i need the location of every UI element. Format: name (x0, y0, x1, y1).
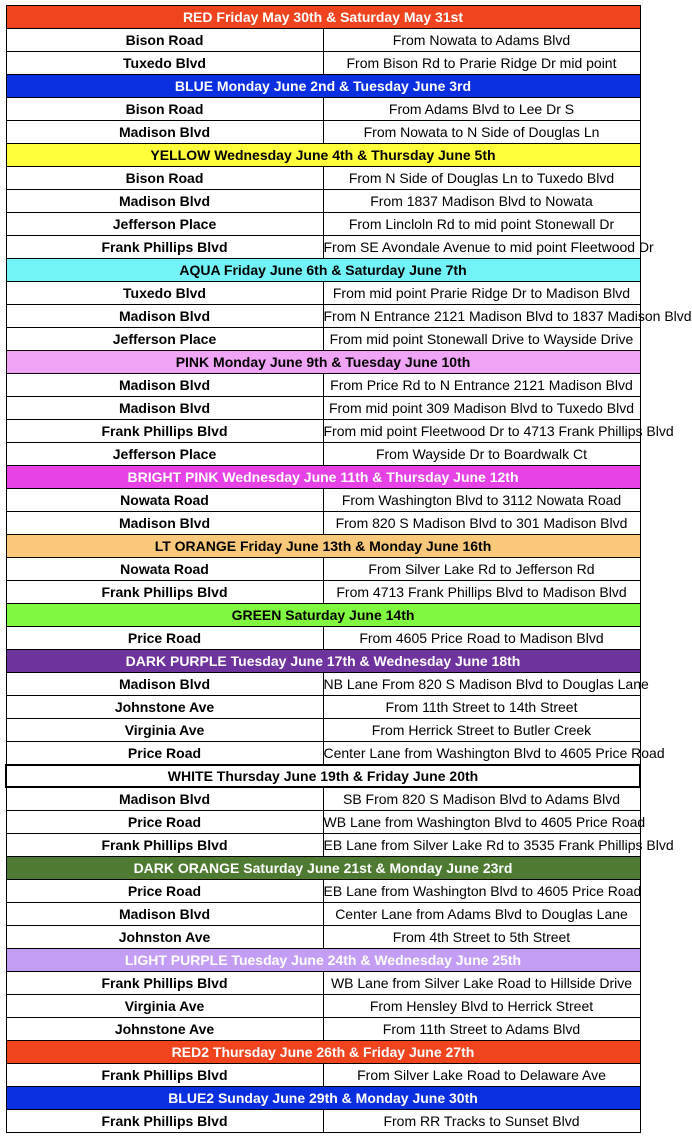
street-name-cell: Frank Phillips Blvd (6, 236, 323, 259)
segment-cell: From mid point 309 Madison Blvd to Tuxedo Blvd (323, 397, 640, 420)
group-header-row (6, 765, 640, 787)
segment-cell: WB Lane from Washington Blvd to 4605 Price Road (323, 811, 640, 834)
table-row (6, 52, 640, 75)
group-header-row (6, 466, 640, 489)
segment-cell: From Price Rd to N Entrance 2121 Madison Blvd (323, 374, 640, 397)
group-header-title: LT ORANGE Friday June 13th & Monday June 16th (6, 535, 640, 558)
street-name-cell: Bison Road (6, 98, 323, 121)
schedule-body (6, 6, 692, 1133)
segment-cell: From Herrick Street to Butler Creek (323, 719, 640, 742)
table-row (6, 489, 640, 512)
segment-cell: From 4605 Price Road to Madison Blvd (323, 627, 640, 650)
street-name-cell: Jefferson Place (6, 328, 323, 351)
segment-cell: From Bison Rd to Prarie Ridge Dr mid point (323, 52, 640, 75)
group-header-title: GREEN Saturday June 14th (6, 604, 640, 627)
segment-cell: From Adams Blvd to Lee Dr S (323, 98, 640, 121)
table-row (6, 903, 640, 926)
table-row (6, 880, 640, 903)
group-header-row (6, 650, 640, 673)
table-row (6, 397, 640, 420)
segment-cell: From Hensley Blvd to Herrick Street (323, 995, 640, 1018)
segment-cell: WB Lane from Silver Lake Road to Hillside Drive (323, 972, 640, 995)
street-name-cell: Madison Blvd (6, 787, 323, 811)
segment-cell: Center Lane from Adams Blvd to Douglas Lane (323, 903, 640, 926)
table-row (6, 972, 640, 995)
group-header-row (6, 1087, 640, 1110)
group-header-row (6, 857, 640, 880)
segment-cell: From Silver Lake Rd to Jefferson Rd (323, 558, 640, 581)
group-header-title: PINK Monday June 9th & Tuesday June 10th (6, 351, 640, 374)
table-row (6, 29, 640, 52)
group-header-row (6, 144, 640, 167)
street-name-cell: Madison Blvd (6, 512, 323, 535)
table-row (6, 190, 640, 213)
table-row (6, 305, 640, 328)
group-header-row (6, 604, 640, 627)
table-row (6, 328, 640, 351)
table-row (6, 558, 640, 581)
segment-cell: From 820 S Madison Blvd to 301 Madison Blvd (323, 512, 640, 535)
street-name-cell: Tuxedo Blvd (6, 282, 323, 305)
table-row (6, 236, 640, 259)
segment-cell: From 4th Street to 5th Street (323, 926, 640, 949)
street-name-cell: Price Road (6, 627, 323, 650)
street-name-cell: Virginia Ave (6, 995, 323, 1018)
street-name-cell: Frank Phillips Blvd (6, 420, 323, 443)
table-row (6, 581, 640, 604)
table-row (6, 1018, 640, 1041)
table-row (6, 374, 640, 397)
segment-cell: SB From 820 S Madison Blvd to Adams Blvd (323, 787, 640, 811)
segment-cell: From mid point Stonewall Drive to Wayside Drive (323, 328, 640, 351)
group-header-title: RED2 Thursday June 26th & Friday June 27th (6, 1041, 640, 1064)
segment-cell: From Wayside Dr to Boardwalk Ct (323, 443, 640, 466)
street-name-cell: Madison Blvd (6, 374, 323, 397)
segment-cell: From Lincloln Rd to mid point Stonewall Dr (323, 213, 640, 236)
segment-cell: From Nowata to Adams Blvd (323, 29, 640, 52)
group-header-title: DARK PURPLE Tuesday June 17th & Wednesday June 18th (6, 650, 640, 673)
table-row (6, 926, 640, 949)
street-name-cell: Madison Blvd (6, 397, 323, 420)
table-row (6, 627, 640, 650)
street-name-cell: Frank Phillips Blvd (6, 972, 323, 995)
street-name-cell: Price Road (6, 742, 323, 766)
group-header-row (6, 75, 640, 98)
table-row (6, 443, 640, 466)
table-row (6, 719, 640, 742)
group-header-row (6, 351, 640, 374)
table-row (6, 1064, 640, 1087)
group-header-title: YELLOW Wednesday June 4th & Thursday June 5th (6, 144, 640, 167)
street-name-cell: Frank Phillips Blvd (6, 1110, 323, 1133)
street-schedule-table (5, 5, 692, 1133)
group-header-title: BLUE2 Sunday June 29th & Monday June 30th (6, 1087, 640, 1110)
street-name-cell: Jefferson Place (6, 443, 323, 466)
group-header-row (6, 259, 640, 282)
street-name-cell: Nowata Road (6, 489, 323, 512)
street-name-cell: Bison Road (6, 167, 323, 190)
group-header-row (6, 1041, 640, 1064)
table-row (6, 787, 640, 811)
segment-cell: EB Lane from Silver Lake Rd to 3535 Frank Phillips Blvd (323, 834, 640, 857)
street-name-cell: Tuxedo Blvd (6, 52, 323, 75)
segment-cell: From 1837 Madison Blvd to Nowata (323, 190, 640, 213)
table-row (6, 834, 640, 857)
street-name-cell: Frank Phillips Blvd (6, 1064, 323, 1087)
street-name-cell: Virginia Ave (6, 719, 323, 742)
street-name-cell: Frank Phillips Blvd (6, 581, 323, 604)
group-header-row (6, 949, 640, 972)
street-name-cell: Jefferson Place (6, 213, 323, 236)
table-row (6, 282, 640, 305)
table-row (6, 1110, 640, 1133)
segment-cell: From 11th Street to 14th Street (323, 696, 640, 719)
table-row (6, 696, 640, 719)
segment-cell: NB Lane From 820 S Madison Blvd to Douglas Lane (323, 673, 640, 696)
street-name-cell: Madison Blvd (6, 305, 323, 328)
group-header-title: LIGHT PURPLE Tuesday June 24th & Wednesday June 25th (6, 949, 640, 972)
street-name-cell: Johnstone Ave (6, 1018, 323, 1041)
segment-cell: From N Side of Douglas Ln to Tuxedo Blvd (323, 167, 640, 190)
street-name-cell: Frank Phillips Blvd (6, 834, 323, 857)
street-name-cell: Bison Road (6, 29, 323, 52)
table-row (6, 213, 640, 236)
segment-cell: From Silver Lake Road to Delaware Ave (323, 1064, 640, 1087)
table-row (6, 811, 640, 834)
group-header-row (6, 535, 640, 558)
segment-cell: EB Lane from Washington Blvd to 4605 Price Road (323, 880, 640, 903)
street-name-cell: Nowata Road (6, 558, 323, 581)
segment-cell: From mid point Prarie Ridge Dr to Madison Blvd (323, 282, 640, 305)
street-name-cell: Madison Blvd (6, 903, 323, 926)
table-row (6, 167, 640, 190)
table-row (6, 673, 640, 696)
group-header-title: AQUA Friday June 6th & Saturday June 7th (6, 259, 640, 282)
table-row (6, 995, 640, 1018)
street-name-cell: Price Road (6, 811, 323, 834)
schedule-container (5, 5, 692, 1133)
table-row (6, 121, 640, 144)
table-row (6, 512, 640, 535)
table-row (6, 98, 640, 121)
segment-cell: From N Entrance 2121 Madison Blvd to 1837 Madison Blvd (323, 305, 640, 328)
segment-cell: Center Lane from Washington Blvd to 4605 Price Road (323, 742, 640, 766)
group-header-title: WHITE Thursday June 19th & Friday June 20th (6, 765, 640, 787)
group-header-title: BLUE Monday June 2nd & Tuesday June 3rd (6, 75, 640, 98)
group-header-title: RED Friday May 30th & Saturday May 31st (6, 6, 640, 29)
table-row (6, 420, 640, 443)
segment-cell: From RR Tracks to Sunset Blvd (323, 1110, 640, 1133)
street-name-cell: Johnstone Ave (6, 696, 323, 719)
group-header-row (6, 6, 640, 29)
street-name-cell: Price Road (6, 880, 323, 903)
segment-cell: From 11th Street to Adams Blvd (323, 1018, 640, 1041)
segment-cell: From Washington Blvd to 3112 Nowata Road (323, 489, 640, 512)
group-header-title: DARK ORANGE Saturday June 21st & Monday June 23rd (6, 857, 640, 880)
table-row (6, 742, 640, 766)
segment-cell: From Nowata to N Side of Douglas Ln (323, 121, 640, 144)
street-name-cell: Madison Blvd (6, 121, 323, 144)
group-header-title: BRIGHT PINK Wednesday June 11th & Thursday June 12th (6, 466, 640, 489)
street-name-cell: Johnston Ave (6, 926, 323, 949)
segment-cell: From SE Avondale Avenue to mid point Fleetwood Dr (323, 236, 640, 259)
segment-cell: From mid point Fleetwood Dr to 4713 Frank Phillips Blvd (323, 420, 640, 443)
segment-cell: From 4713 Frank Phillips Blvd to Madison Blvd (323, 581, 640, 604)
street-name-cell: Madison Blvd (6, 190, 323, 213)
street-name-cell: Madison Blvd (6, 673, 323, 696)
